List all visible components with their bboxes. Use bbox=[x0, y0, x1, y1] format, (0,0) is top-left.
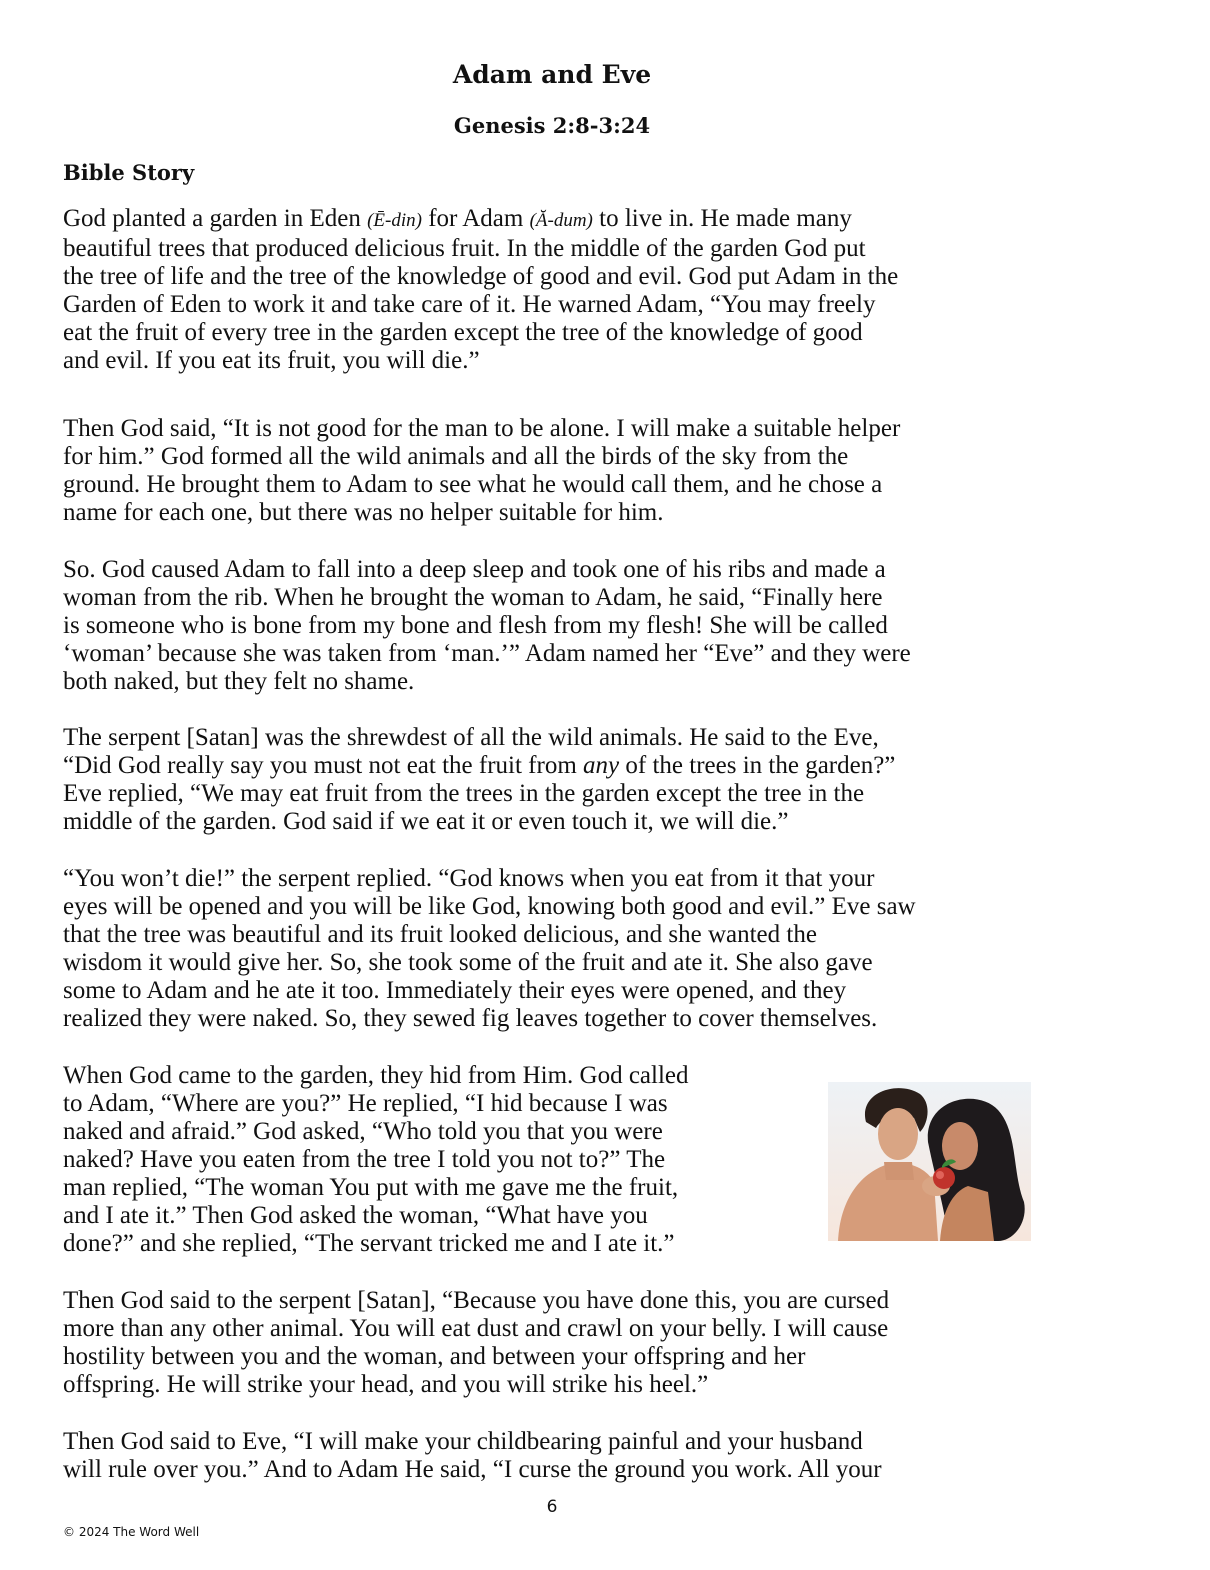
section-heading: Bible Story bbox=[63, 160, 195, 185]
text-line bbox=[63, 499, 1053, 527]
text-line bbox=[63, 893, 1053, 921]
text-line bbox=[63, 1005, 1053, 1033]
text-line bbox=[63, 556, 1053, 584]
text-line bbox=[63, 668, 1053, 696]
text-line bbox=[63, 752, 1053, 780]
text-segment: name for each one, but there was no helper suitable for him. bbox=[63, 499, 664, 526]
text-segment: more than any other animal. You will eat dust and crawl on your belly. I will cause bbox=[63, 1315, 889, 1342]
page-title: Adam and Eve bbox=[452, 60, 652, 89]
text-line bbox=[63, 780, 1053, 808]
scripture-reference: Genesis 2:8-3:24 bbox=[453, 113, 651, 138]
text-segment: “Did God really say you must not eat the fruit from bbox=[63, 752, 584, 779]
text-segment: Eve replied, “We may eat fruit from the trees in the garden except the tree in the bbox=[63, 780, 865, 807]
text-line bbox=[63, 1428, 1053, 1456]
text-segment: realized they were naked. So, they sewed fig leaves together to cover themselves. bbox=[63, 1005, 878, 1032]
text-segment: Then God said to the serpent [Satan], “Because you have done this, you are cursed bbox=[63, 1287, 890, 1314]
copyright-notice: © 2024 The Word Well bbox=[63, 1525, 200, 1539]
text-segment: Then God said to Eve, “I will make your childbearing painful and your husband bbox=[63, 1428, 863, 1455]
text-segment: So. God caused Adam to fall into a deep sleep and took one of his ribs and made a bbox=[63, 556, 886, 583]
text-segment: for Adam bbox=[421, 205, 530, 232]
text-line bbox=[63, 724, 1053, 752]
text-segment: ‘woman’ because she was taken from ‘man.’” Adam named her “Eve” and they were bbox=[63, 640, 911, 667]
text-line bbox=[63, 977, 1053, 1005]
text-segment: woman from the rib. When he brought the woman to Adam, he said, “Finally here bbox=[63, 584, 883, 611]
text-line bbox=[63, 1456, 1053, 1484]
text-line bbox=[63, 235, 1053, 263]
text-segment: naked and afraid.” God asked, “Who told you that you were bbox=[63, 1118, 663, 1145]
text-line bbox=[63, 1343, 1053, 1371]
story-paragraph bbox=[63, 1287, 1053, 1399]
text-line bbox=[63, 415, 1053, 443]
text-line bbox=[63, 263, 1053, 291]
text-line bbox=[63, 347, 1053, 375]
story-paragraph bbox=[63, 415, 1053, 527]
text-segment: to live in. He made many bbox=[592, 205, 852, 232]
text-segment: is someone who is bone from my bone and flesh from my flesh! She will be called bbox=[63, 612, 888, 639]
page-number: 6 bbox=[546, 1497, 558, 1517]
text-segment: ground. He brought them to Adam to see what he would call them, and he chose a bbox=[63, 471, 883, 498]
text-segment: and evil. If you eat its fruit, you will die.” bbox=[63, 347, 480, 374]
story-paragraph bbox=[63, 724, 1053, 836]
text-line bbox=[63, 1287, 1053, 1315]
story-paragraph bbox=[63, 865, 1053, 1033]
text-segment: eat the fruit of every tree in the garden except the tree of the knowledge of good bbox=[63, 319, 863, 346]
text-line bbox=[63, 291, 1053, 319]
emphasized-text: any bbox=[583, 752, 620, 779]
text-line bbox=[63, 319, 1053, 347]
pronunciation-guide: (Ă-dum) bbox=[529, 210, 593, 231]
text-segment: Then God said, “It is not good for the man to be alone. I will make a suitable helper bbox=[63, 415, 901, 442]
text-line bbox=[63, 471, 1053, 499]
text-segment: naked? Have you eaten from the tree I told you not to?” The bbox=[63, 1146, 666, 1173]
text-line bbox=[63, 865, 1053, 893]
text-line bbox=[63, 443, 1053, 471]
text-line bbox=[63, 584, 1053, 612]
text-segment: for him.” God formed all the wild animals and all the birds of the sky from the bbox=[63, 443, 849, 470]
text-segment: and I ate it.” Then God asked the woman, “What have you bbox=[63, 1202, 648, 1229]
text-segment: both naked, but they felt no shame. bbox=[63, 668, 415, 695]
text-line bbox=[63, 205, 1053, 235]
text-segment: wisdom it would give her. So, she took some of the fruit and ate it. She also gave bbox=[63, 949, 873, 976]
text-line bbox=[63, 808, 1053, 836]
adam-and-eve-illustration bbox=[828, 1082, 1031, 1241]
story-paragraph bbox=[63, 556, 1053, 696]
story-paragraph bbox=[63, 1428, 1053, 1484]
text-segment: that the tree was beautiful and its fruit looked delicious, and she wanted the bbox=[63, 921, 817, 948]
text-segment: hostility between you and the woman, and between your offspring and her bbox=[63, 1343, 806, 1370]
text-segment: Garden of Eden to work it and take care of it. He warned Adam, “You may freely bbox=[63, 291, 876, 318]
text-segment: some to Adam and he ate it too. Immediately their eyes were opened, and they bbox=[63, 977, 847, 1004]
text-segment: middle of the garden. God said if we eat it or even touch it, we will die.” bbox=[63, 808, 789, 835]
text-segment: to Adam, “Where are you?” He replied, “I hid because I was bbox=[63, 1090, 668, 1117]
text-segment: will rule over you.” And to Adam He said, “I curse the ground you work. All your bbox=[63, 1456, 882, 1483]
text-line bbox=[63, 612, 1053, 640]
text-segment: done?” and she replied, “The servant tricked me and I ate it.” bbox=[63, 1230, 675, 1257]
text-line bbox=[63, 640, 1053, 668]
text-segment: “You won’t die!” the serpent replied. “God knows when you eat from it that your bbox=[63, 865, 875, 892]
text-segment: eyes will be opened and you will be like God, knowing both good and evil.” Eve saw bbox=[63, 893, 916, 920]
text-segment: beautiful trees that produced delicious fruit. In the middle of the garden God put bbox=[63, 235, 866, 262]
text-segment: the tree of life and the tree of the knowledge of good and evil. God put Adam in the bbox=[63, 263, 899, 290]
text-line bbox=[63, 1315, 1053, 1343]
text-segment: offspring. He will strike your head, and you will strike his heel.” bbox=[63, 1371, 709, 1398]
pronunciation-guide: (Ē-din) bbox=[367, 210, 422, 231]
text-line bbox=[63, 921, 1053, 949]
text-segment: When God came to the garden, they hid from Him. God called bbox=[63, 1062, 689, 1089]
text-segment: God planted a garden in Eden bbox=[63, 205, 368, 232]
text-segment: The serpent [Satan] was the shrewdest of all the wild animals. He said to the Eve, bbox=[63, 724, 879, 751]
text-line bbox=[63, 1371, 1053, 1399]
text-segment: of the trees in the garden?” bbox=[619, 752, 896, 779]
text-line bbox=[63, 949, 1053, 977]
story-paragraph bbox=[63, 205, 1053, 375]
text-segment: man replied, “The woman You put with me gave me the fruit, bbox=[63, 1174, 679, 1201]
